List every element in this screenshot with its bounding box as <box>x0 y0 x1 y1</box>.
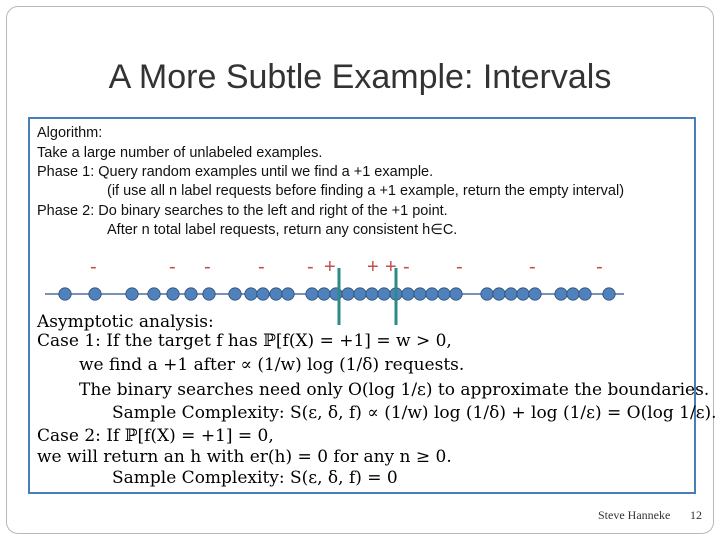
sample-point <box>426 288 438 300</box>
label-negative: - <box>258 256 265 278</box>
sample-point <box>378 288 390 300</box>
analysis-heading: Asymptotic analysis: <box>37 312 214 332</box>
label-negative: - <box>307 256 314 278</box>
algorithm-line: After n total label requests, return any consistent h∈C. <box>107 222 458 238</box>
case2-line2: we will return an h with er(h) = 0 for any n ≥ 0. <box>37 447 452 467</box>
sample-point <box>270 288 282 300</box>
sample-point <box>517 288 529 300</box>
sample-point <box>148 288 160 300</box>
sample-point <box>167 288 179 300</box>
algorithm-line: Phase 2: Do binary searches to the left and right of the +1 point. <box>37 203 448 219</box>
sample-point <box>481 288 493 300</box>
sample-point <box>257 288 269 300</box>
label-negative: - <box>596 256 603 278</box>
label-negative: - <box>169 256 176 278</box>
case1-line3: The binary searches need only O(log 1/ε) to approximate the boundaries. <box>79 380 710 400</box>
label-positive: + <box>385 256 397 278</box>
sample-point <box>126 288 138 300</box>
sample-point <box>229 288 241 300</box>
sample-point <box>185 288 197 300</box>
sample-point <box>59 288 71 300</box>
sample-point <box>529 288 541 300</box>
algorithm-heading: Algorithm: <box>37 125 103 141</box>
label-negative: - <box>90 256 97 278</box>
sample-point <box>579 288 591 300</box>
sample-point <box>438 288 450 300</box>
algorithm-line: Take a large number of unlabeled examples. <box>37 145 323 161</box>
case1-complexity: Sample Complexity: S(ε, δ, f) ∝ (1/w) log (1/δ) + log (1/ε) = O(log 1/ε). <box>112 403 717 423</box>
slide-title: A More Subtle Example: Intervals <box>108 58 612 96</box>
label-negative: - <box>204 256 211 278</box>
sample-point <box>245 288 257 300</box>
case1-line1: Case 1: If the target f has ℙ[f(X) = +1] = w > 0, <box>37 331 452 351</box>
case1-line2: we find a +1 after ∝ (1/w) log (1/δ) requests. <box>79 355 465 375</box>
sample-point <box>203 288 215 300</box>
sample-point <box>505 288 517 300</box>
sample-point <box>306 288 318 300</box>
sample-point <box>414 288 426 300</box>
sample-point <box>89 288 101 300</box>
case2-line1: Case 2: If ℙ[f(X) = +1] = 0, <box>37 426 274 446</box>
sample-point <box>366 288 378 300</box>
algorithm-line: (if use all n label requests before finding a +1 example, return the empty interval) <box>107 183 625 199</box>
footer-author: Steve Hanneke <box>598 508 671 522</box>
label-negative: - <box>403 256 410 278</box>
sample-point <box>567 288 579 300</box>
sample-point <box>354 288 366 300</box>
algorithm-line: Phase 1: Query random examples until we find a +1 example. <box>37 164 434 180</box>
case2-complexity: Sample Complexity: S(ε, δ, f) = 0 <box>112 468 398 488</box>
sample-point <box>603 288 615 300</box>
sample-point <box>318 288 330 300</box>
label-positive: + <box>324 256 336 278</box>
footer-page-number: 12 <box>690 508 702 522</box>
sample-point <box>282 288 294 300</box>
sample-point <box>493 288 505 300</box>
label-negative: - <box>529 256 536 278</box>
label-positive: + <box>367 256 379 278</box>
sample-point <box>450 288 462 300</box>
sample-point <box>342 288 354 300</box>
sample-point <box>402 288 414 300</box>
sample-point <box>555 288 567 300</box>
label-negative: - <box>456 256 463 278</box>
